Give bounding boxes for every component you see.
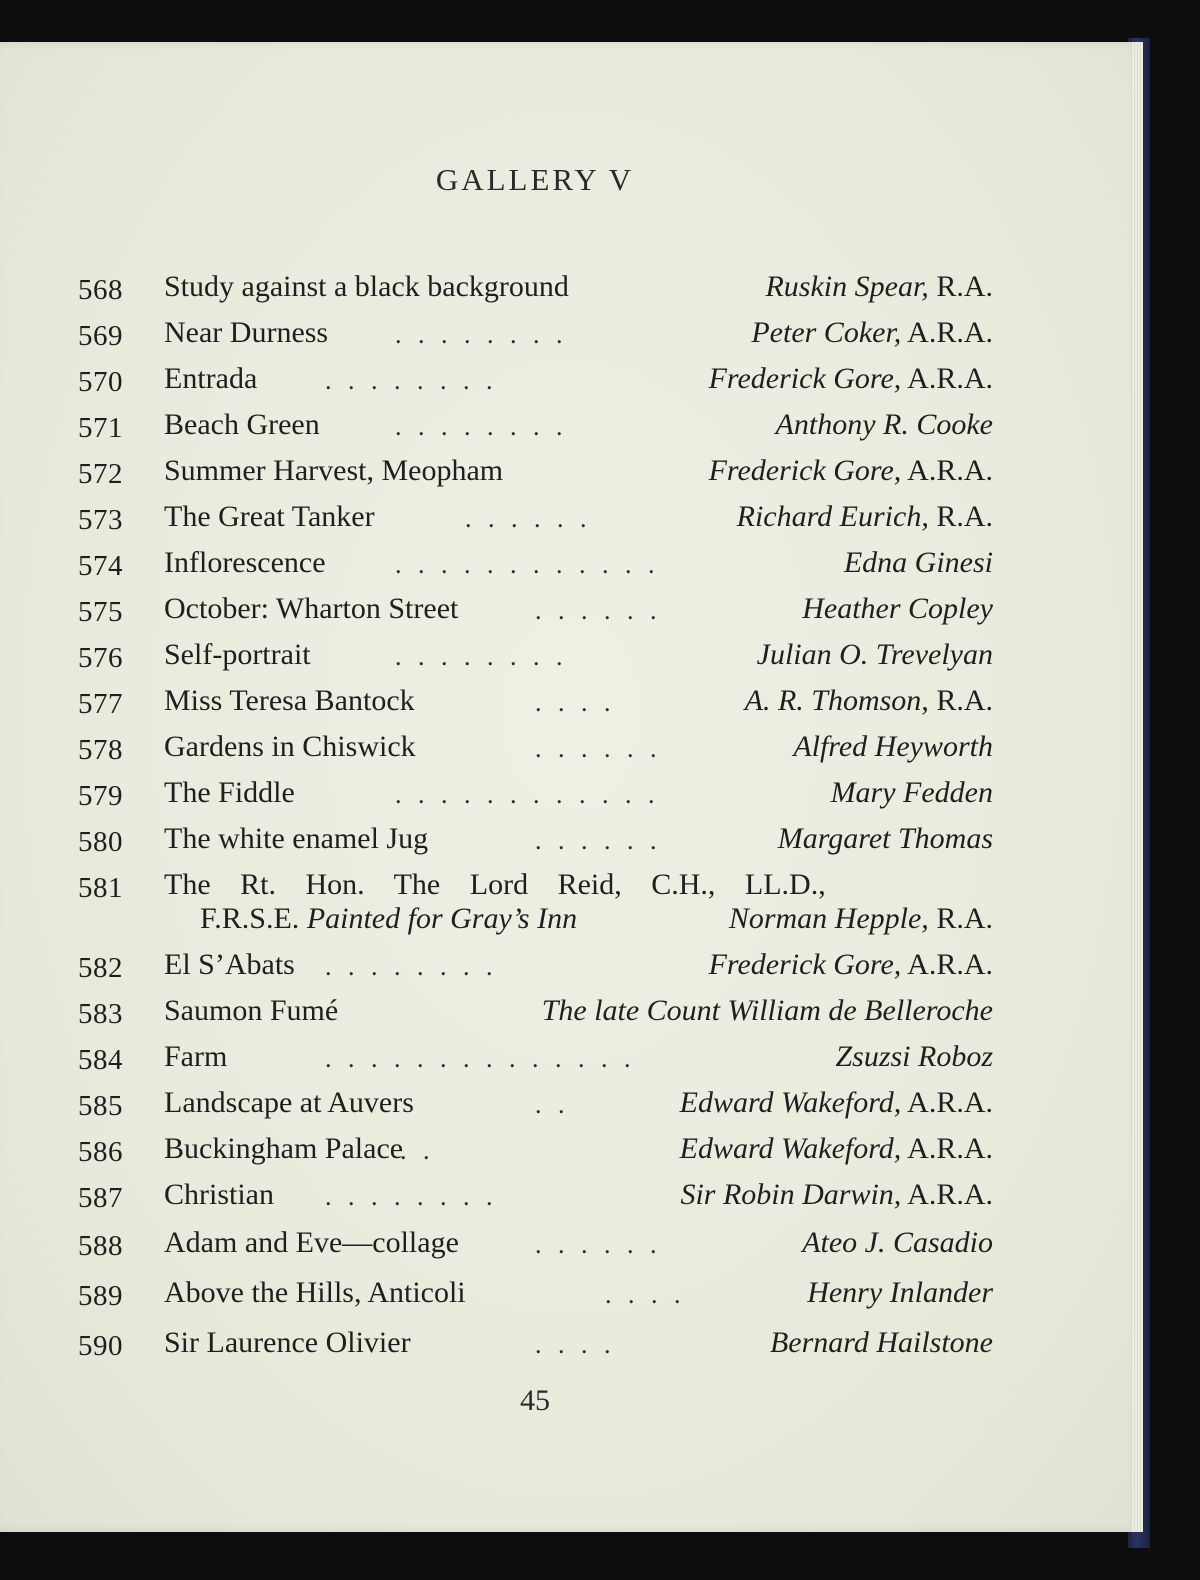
leader-dots: . . . . . . . . <box>395 642 568 671</box>
artist-honours: R.A. <box>928 270 993 303</box>
entry-artist <box>802 592 993 626</box>
leader-dots: . . . . . . <box>535 826 662 855</box>
entry-artist <box>844 546 993 580</box>
entry-artist <box>807 1276 993 1310</box>
entry-number: 572 <box>78 458 123 490</box>
entry-title: Buckingham Palace <box>164 1132 404 1165</box>
entry-artist <box>680 1086 993 1120</box>
entry-title: Inflorescence <box>164 546 326 579</box>
entry-number: 573 <box>78 504 123 536</box>
artist-name: Edward Wakeford, <box>679 1086 902 1119</box>
artist-honours: R.A. <box>928 902 993 935</box>
entry-artist <box>737 500 993 534</box>
entry-title: Landscape at Auvers <box>164 1086 414 1119</box>
artist-honours: A.R.A. <box>901 948 993 981</box>
leader-dots: . . . . . . . . <box>395 412 568 441</box>
leader-dots: . . . . . . <box>535 596 662 625</box>
catalogue-entry-576 <box>0 638 1143 678</box>
leader-dots: . . <box>400 1136 435 1165</box>
artist-honours: A.R.A. <box>901 362 993 395</box>
entry-number: 580 <box>78 826 123 858</box>
artist-name: Heather Copley <box>802 592 993 625</box>
leader-dots: . . <box>535 1090 570 1119</box>
artist-name: A. R. Thomson, <box>744 684 929 717</box>
entry-number: 570 <box>78 366 123 398</box>
artist-honours: A.R.A. <box>901 454 993 487</box>
entry-title: Self-portrait <box>164 638 311 671</box>
artist-name: Richard Eurich, <box>736 500 929 533</box>
catalogue-entry-570 <box>0 362 1143 402</box>
artist-name: Henry Inlander <box>807 1276 993 1309</box>
catalogue-entry-574 <box>0 546 1143 586</box>
artist-name: Bernard Hailstone <box>769 1326 993 1359</box>
entry-number: 578 <box>78 734 123 766</box>
artist-name: Peter Coker, <box>751 316 902 349</box>
entry-title: Christian <box>164 1178 274 1211</box>
page-number: 45 <box>520 1384 550 1417</box>
entry-artist <box>751 316 993 350</box>
catalogue-entry-585 <box>0 1086 1143 1126</box>
artist-name: Ateo J. Casadio <box>802 1226 993 1259</box>
entry-title: Gardens in Chiswick <box>164 730 416 763</box>
entry-artist <box>680 1178 993 1212</box>
entry-number: 577 <box>78 688 123 720</box>
catalogue-entry-587 <box>0 1178 1143 1218</box>
entry-artist <box>778 822 993 856</box>
entry-title: October: Wharton Street <box>164 592 459 625</box>
entry-title: Farm <box>164 1040 228 1073</box>
catalogue-entry-577 <box>0 684 1143 724</box>
entry-number: 583 <box>78 998 123 1030</box>
catalogue-entry-589 <box>0 1276 1143 1316</box>
leader-dots: . . . . . . <box>535 734 662 763</box>
artist-name: Anthony R. Cooke <box>775 408 993 441</box>
artist-name: Mary Fedden <box>830 776 993 809</box>
gallery-heading: GALLERY V <box>435 162 635 197</box>
catalogue-page <box>0 42 1143 1532</box>
entry-artist <box>745 684 993 718</box>
catalogue-entry-575 <box>0 592 1143 632</box>
entry-artist <box>802 1226 993 1260</box>
artist-name: Edward Wakeford, <box>679 1132 902 1165</box>
catalogue-entry-573 <box>0 500 1143 540</box>
catalogue-entry-590 <box>0 1326 1143 1366</box>
catalogue-entry-580 <box>0 822 1143 862</box>
entry-number: 590 <box>78 1330 123 1362</box>
leader-dots: . . . . . . . . <box>395 320 568 349</box>
artist-honours: A.R.A. <box>901 316 993 349</box>
entry-number: 571 <box>78 412 123 444</box>
entry-artist <box>757 638 993 672</box>
entry-title: Miss Teresa Bantock <box>164 684 415 717</box>
artist-name: Edna Ginesi <box>843 546 993 579</box>
artist-name: Frederick Gore, <box>708 454 902 487</box>
entry-note: Painted for Gray’s Inn <box>306 902 578 935</box>
catalogue-entry-584 <box>0 1040 1143 1080</box>
artist-name: Frederick Gore, <box>708 948 902 981</box>
entry-title: Saumon Fumé <box>164 994 339 1027</box>
catalogue-entry-588 <box>0 1226 1143 1266</box>
catalogue-entry-583 <box>0 994 1143 1034</box>
entry-title: Adam and Eve—collage <box>164 1226 459 1259</box>
entry-artist <box>793 730 993 764</box>
entry-title-continuation <box>200 902 577 936</box>
catalogue-entry-569 <box>0 316 1143 356</box>
leader-dots: . . . . . . . . <box>325 1182 498 1211</box>
entry-artist <box>831 776 993 810</box>
catalogue-entry-582 <box>0 948 1143 988</box>
entry-title: Beach Green <box>164 408 320 441</box>
artist-name: Norman Hepple, <box>728 902 929 935</box>
artist-name: Ruskin Spear, <box>765 270 929 303</box>
catalogue-entry-579 <box>0 776 1143 816</box>
artist-name: Alfred Heyworth <box>793 730 993 763</box>
entry-number: 575 <box>78 596 123 628</box>
artist-honours: A.R.A. <box>901 1178 993 1211</box>
entry-number: 581 <box>78 872 123 904</box>
leader-dots: . . . . . . . . . . . . <box>395 780 660 809</box>
catalogue-entry-568 <box>0 270 1143 310</box>
leader-dots: . . . . <box>535 1330 616 1359</box>
catalogue-entry-581-continuation <box>0 902 1143 942</box>
entry-number: 584 <box>78 1044 123 1076</box>
leader-dots: . . . . . . . . . . . . . . <box>325 1044 636 1073</box>
entry-title: The Rt. Hon. The Lord Reid, C.H., LL.D., <box>164 868 826 901</box>
artist-name: Sir Robin Darwin, <box>680 1178 902 1211</box>
entry-artist <box>770 1326 993 1360</box>
catalogue-entry-572 <box>0 454 1143 494</box>
entry-title: Near Durness <box>164 316 329 349</box>
leader-dots: . . . . . . . . . . . . <box>395 550 660 579</box>
leader-dots: . . . . . . . . <box>325 366 498 395</box>
entry-number: 589 <box>78 1280 123 1312</box>
entry-artist <box>542 994 993 1028</box>
entry-title: The white enamel Jug <box>164 822 429 855</box>
artist-honours: R.A. <box>928 684 993 717</box>
catalogue-entries <box>0 42 1143 1532</box>
entry-artist <box>680 1132 993 1166</box>
leader-dots: . . . . <box>605 1280 686 1309</box>
entry-title: The Great Tanker <box>164 500 375 533</box>
entry-title: Entrada <box>164 362 258 395</box>
entry-title: Above the Hills, Anticoli <box>164 1276 466 1309</box>
entry-artist <box>709 362 993 396</box>
entry-title: Study against a black background <box>164 270 569 303</box>
entry-number: 588 <box>78 1230 123 1262</box>
entry-number: 587 <box>78 1182 123 1214</box>
entry-number: 586 <box>78 1136 123 1168</box>
catalogue-entry-586 <box>0 1132 1143 1172</box>
leader-dots: . . . . <box>535 688 616 717</box>
artist-honours: A.R.A. <box>901 1132 993 1165</box>
entry-number: 576 <box>78 642 123 674</box>
entry-number: 574 <box>78 550 123 582</box>
leader-dots: . . . . . . . . <box>325 952 498 981</box>
entry-number: 569 <box>78 320 123 352</box>
entry-title-suffix: F.R.S.E. <box>200 902 307 935</box>
catalogue-entry-571 <box>0 408 1143 448</box>
artist-name: Zsuzsi Roboz <box>835 1040 993 1073</box>
artist-name: Frederick Gore, <box>708 362 902 395</box>
entry-artist <box>776 408 993 442</box>
artist-honours: R.A. <box>928 500 993 533</box>
entry-number: 579 <box>78 780 123 812</box>
entry-title: Summer Harvest, Meopham <box>164 454 504 487</box>
entry-artist <box>729 902 993 936</box>
entry-title: El S’Abats <box>164 948 295 981</box>
leader-dots: . . . . . . <box>465 504 592 533</box>
entry-artist <box>709 948 993 982</box>
entry-number: 585 <box>78 1090 123 1122</box>
entry-title: The Fiddle <box>164 776 295 809</box>
artist-name: Margaret Thomas <box>777 822 993 855</box>
entry-artist <box>835 1040 993 1074</box>
entry-title: Sir Laurence Olivier <box>164 1326 411 1359</box>
artist-name: Julian O. Trevelyan <box>756 638 993 671</box>
entry-artist <box>765 270 993 304</box>
artist-honours: A.R.A. <box>901 1086 993 1119</box>
entry-number: 568 <box>78 274 123 306</box>
catalogue-entry-578 <box>0 730 1143 770</box>
entry-number: 582 <box>78 952 123 984</box>
leader-dots: . . . . . . <box>535 1230 662 1259</box>
artist-name: The late Count William de Belleroche <box>541 994 993 1027</box>
entry-artist <box>709 454 993 488</box>
